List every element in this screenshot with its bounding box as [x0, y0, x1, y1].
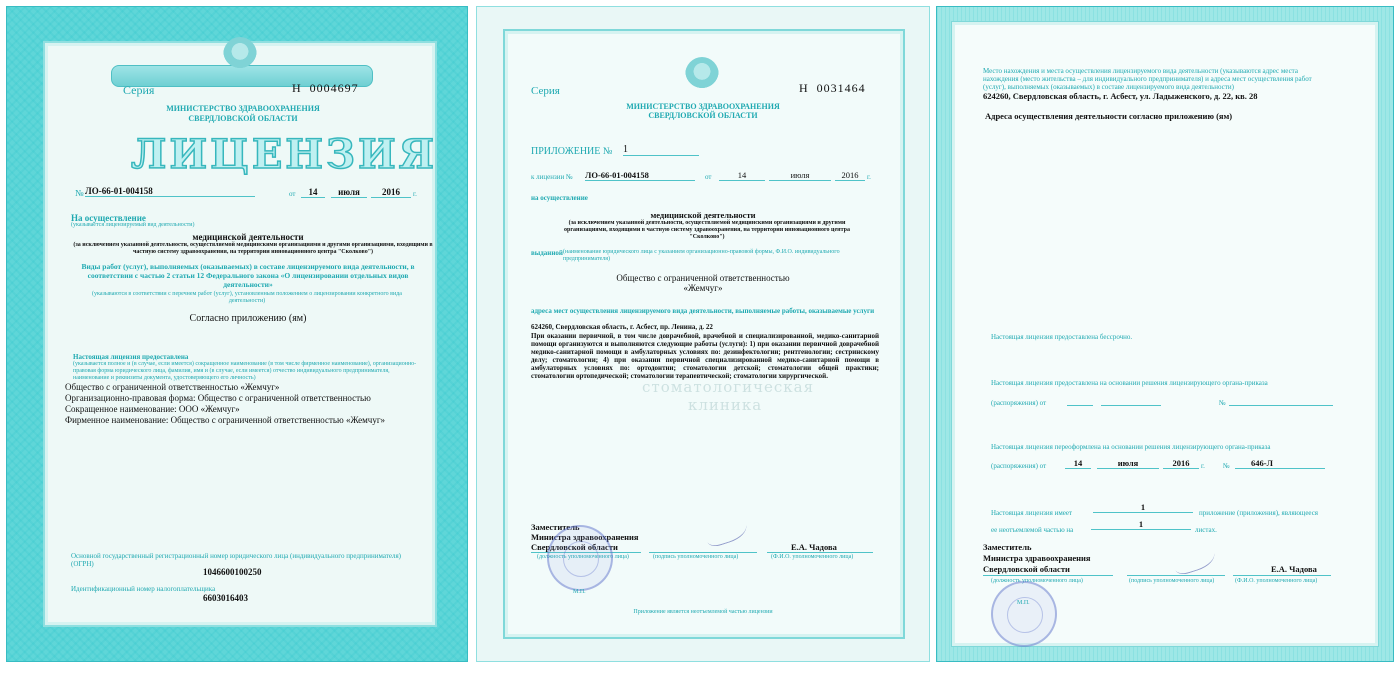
granted-basis-date-label: (распоряжения) от — [991, 399, 1047, 407]
appendix-number: 1 — [623, 144, 699, 156]
license-body — [43, 41, 437, 627]
location-label: Место нахождения и места осуществления лицензируемого вида деятельности (указываются адрес места нахождения (место жительства – для индивидуального предпринимателя) и адреса мест осуществления работ (услуг), выполняемых (оказываемых) в составе лицензируемого вида деятельности) — [983, 67, 1312, 91]
official-seal — [547, 525, 613, 591]
granted-basis: Настоящая лицензия предоставлена на основании решения лицензирующего органа-приказа — [991, 379, 1268, 387]
works-label: Виды работ (услуг), выполняемых (оказываемых) в составе лицензируемого вида деятельности, в соответствии с частью 2 статьи 12 Федерального закона «О лицензировании отдельных видов деятельности» — [81, 262, 415, 289]
reissued-number: 646-Л — [1235, 458, 1325, 469]
granted-month-line — [1101, 405, 1161, 406]
license-number: ЛО-66-01-004158 — [85, 186, 255, 197]
activity-hint: (указывается лицензируемый вид деятельности) — [71, 222, 195, 228]
stamp-label: М.П. — [573, 589, 586, 595]
org-full-name: Общество с ограниченной ответственностью — [616, 273, 790, 283]
signer-title-3: Свердловской области — [531, 542, 618, 552]
license-back-sheet — [936, 6, 1394, 662]
date-day: 14 — [719, 170, 765, 181]
signature-hint: (подпись уполномоченного лица) — [653, 554, 739, 560]
number-prefix: № — [75, 188, 84, 198]
series-label: Серия — [531, 85, 560, 97]
issued-label: выданной — [531, 249, 563, 257]
activity-value: медицинской деятельности — [192, 232, 304, 242]
series-label: Серия — [123, 83, 155, 97]
granted-no-label: № — [1219, 399, 1226, 407]
official-seal — [991, 581, 1057, 647]
appendix-count-value: 1 — [1093, 502, 1193, 513]
date-year: 2016 — [835, 170, 865, 181]
signer-title-2: Министра здравоохранения — [983, 553, 1091, 563]
position-hint: (должность уполномоченного лица) — [991, 578, 1083, 584]
signature-line — [1127, 575, 1225, 576]
date-prefix: от — [705, 173, 712, 181]
termless-note: Настоящая лицензия предоставлена бессрочно. — [991, 333, 1133, 341]
granted-no-line — [1229, 405, 1333, 406]
reissued-day: 14 — [1065, 458, 1091, 469]
reissued-basis: Настоящая лицензия переоформлена на основании решения лицензирующего органа-приказа — [991, 443, 1271, 451]
appendix-count-suffix: приложение (приложения), являющееся — [1199, 509, 1319, 517]
signer-name: Е.А. Чадова — [1271, 564, 1317, 574]
stamp-label: М.П. — [1017, 600, 1030, 606]
signature-hint: (подпись уполномоченного лица) — [1129, 578, 1215, 584]
date-prefix: от — [289, 190, 296, 198]
org-full-name: Общество с ограниченной ответственностью «Жемчуг» — [65, 382, 280, 392]
signer-title-3: Свердловской области — [983, 564, 1070, 574]
document-title: ЛИЦЕНЗИЯ — [131, 131, 438, 178]
appendix-label: ПРИЛОЖЕНИЕ № — [531, 146, 613, 157]
name-hint: (Ф.И.О. уполномоченного лица) — [771, 554, 854, 560]
inn-label: Идентификационный номер налогоплательщика — [71, 585, 216, 593]
reissued-no-label: № — [1223, 462, 1230, 470]
signer-name: Е.А. Чадова — [791, 542, 837, 552]
activity-value: медицинской деятельности — [650, 210, 756, 220]
works-hint: (указываются в соответствии с перечнем работ (услуг), установленным положением о лицензировании конкретного вида деятельности) — [92, 291, 402, 304]
reissued-year: 2016 — [1163, 458, 1199, 469]
position-line — [983, 575, 1113, 576]
coat-of-arms-icon — [223, 37, 257, 73]
position-hint: (должность уполномоченного лица) — [537, 554, 629, 560]
date-month: июля — [331, 187, 367, 198]
ministry-name: МИНИСТЕРСТВО ЗДРАВООХРАНЕНИЯ — [626, 102, 780, 111]
signer-title-1: Заместитель — [983, 542, 1032, 552]
series-number: Н 0031464 — [799, 81, 866, 95]
activity-note: (за исключением указанной деятельности, осуществляемой медицинскими организациями и другими организациями, входящими в частную систему здравоохранения, на территории инновационного центра "Сколково") — [73, 242, 433, 255]
org-legal-form: Организационно-правовая форма: Общество с ограниченной ответственностью — [65, 393, 371, 403]
org-short-name: «Жемчуг» — [683, 283, 723, 293]
license-number: ЛО-66-01-004158 — [585, 170, 695, 181]
granted-hint: (указывается полное и (в случае, если имеется) сокращенное наименование (в том числе фирменное наименование), организационно-правовая форма юридического лица, фамилия, имя и (в случае, если имеется) отчество индивидуального предпринимателя, наименование и реквизиты документа, удостоверяющего его личность) — [73, 361, 417, 381]
ministry-name: МИНИСТЕРСТВО ЗДРАВООХРАНЕНИЯ — [166, 104, 320, 113]
address-value: 624260, Свердловская область, г. Асбест, пр. Ленина, д. 22 — [531, 323, 713, 331]
name-hint: (Ф.И.О. уполномоченного лица) — [1235, 578, 1318, 584]
inn-value: 6603016403 — [203, 593, 248, 603]
signer-title-1: Заместитель — [531, 522, 580, 532]
granted-day-line — [1067, 405, 1093, 406]
date-month: июля — [769, 170, 831, 181]
appendix-sheet — [476, 6, 930, 662]
watermark-caption-2: клиника — [688, 396, 763, 414]
sheets-value: 1 — [1091, 519, 1191, 530]
reissued-month: июля — [1097, 458, 1159, 469]
location-value: 624260, Свердловская область, г. Асбест, ул. Ладыженского, д. 22, кв. 28 — [983, 91, 1258, 101]
ogrn-label: Основной государственный регистрационный номер юридического лица (индивидуального предпринимателя) (ОГРН) — [71, 552, 402, 568]
date-day: 14 — [301, 187, 325, 198]
signature-line — [649, 552, 757, 553]
activity-label: на осуществление — [531, 194, 588, 202]
org-brand-name: Фирменное наименование: Общество с ограниченной ответственностью «Жемчуг» — [65, 415, 386, 425]
issued-hint: (наименование юридического лица с указанием организационно-правовой формы, Ф.И.О. индивидуального предпринимателя) — [563, 249, 840, 262]
name-line — [767, 552, 873, 553]
activity-addresses: Адреса осуществления деятельности согласно приложению (ям) — [985, 111, 1233, 121]
series-number: Н 0004697 — [292, 81, 359, 95]
activity-note: (за исключением указанной деятельности, осуществляемой медицинскими организациями и другими организациями, входящими в частную систему здравоохранения, на территории инновационного центра "Сколково") — [564, 220, 850, 240]
ogrn-value: 1046600100250 — [203, 567, 262, 577]
region-name: СВЕРДЛОВСКОЙ ОБЛАСТИ — [188, 114, 298, 123]
sheets-label: листах. — [1195, 526, 1217, 534]
name-line — [1233, 575, 1331, 576]
appendix-count-label: Настоящая лицензия имеет — [991, 509, 1073, 517]
org-short-name: Сокращенное наименование: ООО «Жемчуг» — [65, 404, 240, 414]
coat-of-arms-icon — [685, 57, 719, 93]
signer-title-2: Министра здравоохранения — [531, 532, 639, 542]
appendix-count-sheets-label: ее неотъемлемой частью на — [991, 526, 1074, 534]
services-value: При оказании первичной, в том числе доврачебной, врачебной и специализированной, медико-санитарной помощи организуются и выполняются следующие работы (услуги): 1) при оказании первичной доврачебной медико-санитарной помощи в амбулаторных условиях по: дезинфектологии; рентгенологии; сестринскому делу; стоматологии; 4) при оказании первичной специализированной медико-санитарной помощи в амбулаторных условиях по: ортодонтии; стоматологии детской; стоматологии общей практики; стоматологии ортопедической; стоматологии терапевтической; стоматологии хирургической. — [531, 332, 879, 380]
granted-label: Настоящая лицензия предоставлена — [73, 353, 189, 361]
address-label: адреса мест осуществления лицензируемого вида деятельности, выполняемые работы, оказываемые услуги — [531, 307, 875, 315]
works-value: Согласно приложению (ям) — [189, 313, 307, 324]
region-name: СВЕРДЛОВСКОЙ ОБЛАСТИ — [648, 111, 758, 120]
activity-label: На осуществление — [71, 213, 146, 223]
date-suffix: г. — [413, 190, 417, 198]
reissued-year-suffix: г. — [1201, 462, 1205, 470]
to-license-label: к лицензии № — [531, 173, 573, 181]
date-suffix: г. — [867, 173, 871, 181]
watermark-caption-1: стоматологическая — [642, 378, 815, 396]
reissued-basis-date-label: (распоряжения) от — [991, 462, 1047, 470]
date-year: 2016 — [371, 187, 411, 198]
license-sheet — [6, 6, 468, 662]
appendix-footer: Приложение является неотъемлемой частью лицензии — [633, 609, 773, 615]
